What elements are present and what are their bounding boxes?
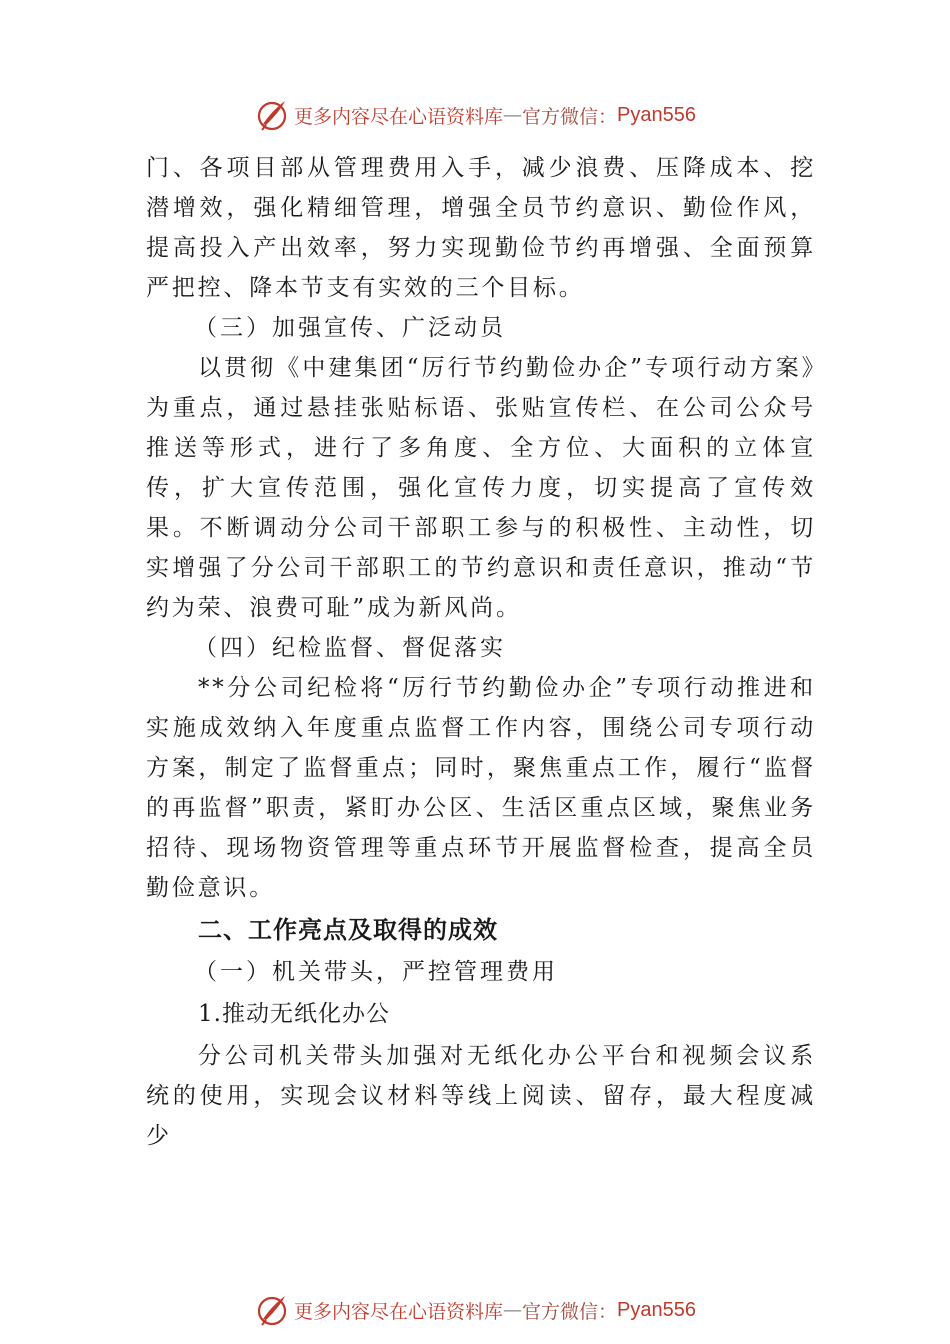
banner-separator: — [503,1299,523,1321]
site-name: 更多内容尽在心语资料库 [294,105,504,128]
quill-pen-logo-icon [254,97,290,133]
heading-supervision: （四）纪检监督、督促落实 [194,635,506,661]
quill-pen-logo-icon [254,1292,290,1328]
heading-agency-lead: （一）机关带头，严控管理费用 [194,959,558,985]
heading-paperless: 1.推动无纸化办公 [198,1001,390,1027]
footer-banner [0,1290,950,1330]
wechat-label: 官方微信： [522,105,618,128]
paragraph-paperless: 分公司机关带头加强对无纸化办公平台和视频会议系统的使用，实现会议材料等线上阅读、留存，最大程度减少 [146,1043,816,1149]
section-heading-highlights: 二、工作亮点及取得的成效 [198,916,498,944]
heading-publicity: （三）加强宣传、广泛动员 [194,315,506,341]
header-banner [0,95,950,135]
paragraph-continuation: 门、各项目部从管理费用入手，减少浪费、压降成本、挖潜增效，强化精细管理，增强全员节约意识、勤俭作风，提高投入产出效率，努力实现勤俭节约再增强、全面预算严把控、降本节支有实效的三个目标。 [146,155,816,301]
banner-separator: — [503,104,523,126]
document-body [146,148,816,1156]
wechat-handle: Pyan556 [617,1298,696,1321]
paragraph-supervision: **分公司纪检将“厉行节约勤俭办企”专项行动推进和实施成效纳入年度重点监督工作内容，围绕公司专项行动方案，制定了监督重点；同时，聚焦重点工作，履行“监督的再监督”职责，紧盯办公区、生活区重点区域，聚焦业务招待、现场物资管理等重点环节开展监督检查，提高全员勤俭意识。 [146,675,816,901]
wechat-label: 官方微信： [522,1300,618,1323]
site-name: 更多内容尽在心语资料库 [294,1300,504,1323]
wechat-handle: Pyan556 [617,103,696,126]
paragraph-publicity: 以贯彻《中建集团“厉行节约勤俭办企”专项行动方案》为重点，通过悬挂张贴标语、张贴宣传栏、在公司公众号推送等形式，进行了多角度、全方位、大面积的立体宣传，扩大宣传范围，强化宣传力度，切实提高了宣传效果。不断调动分公司干部职工参与的积极性、主动性，切实增强了分公司干部职工的节约意识和责任意识，推动“节约为荣、浪费可耻”成为新风尚。 [146,355,816,621]
